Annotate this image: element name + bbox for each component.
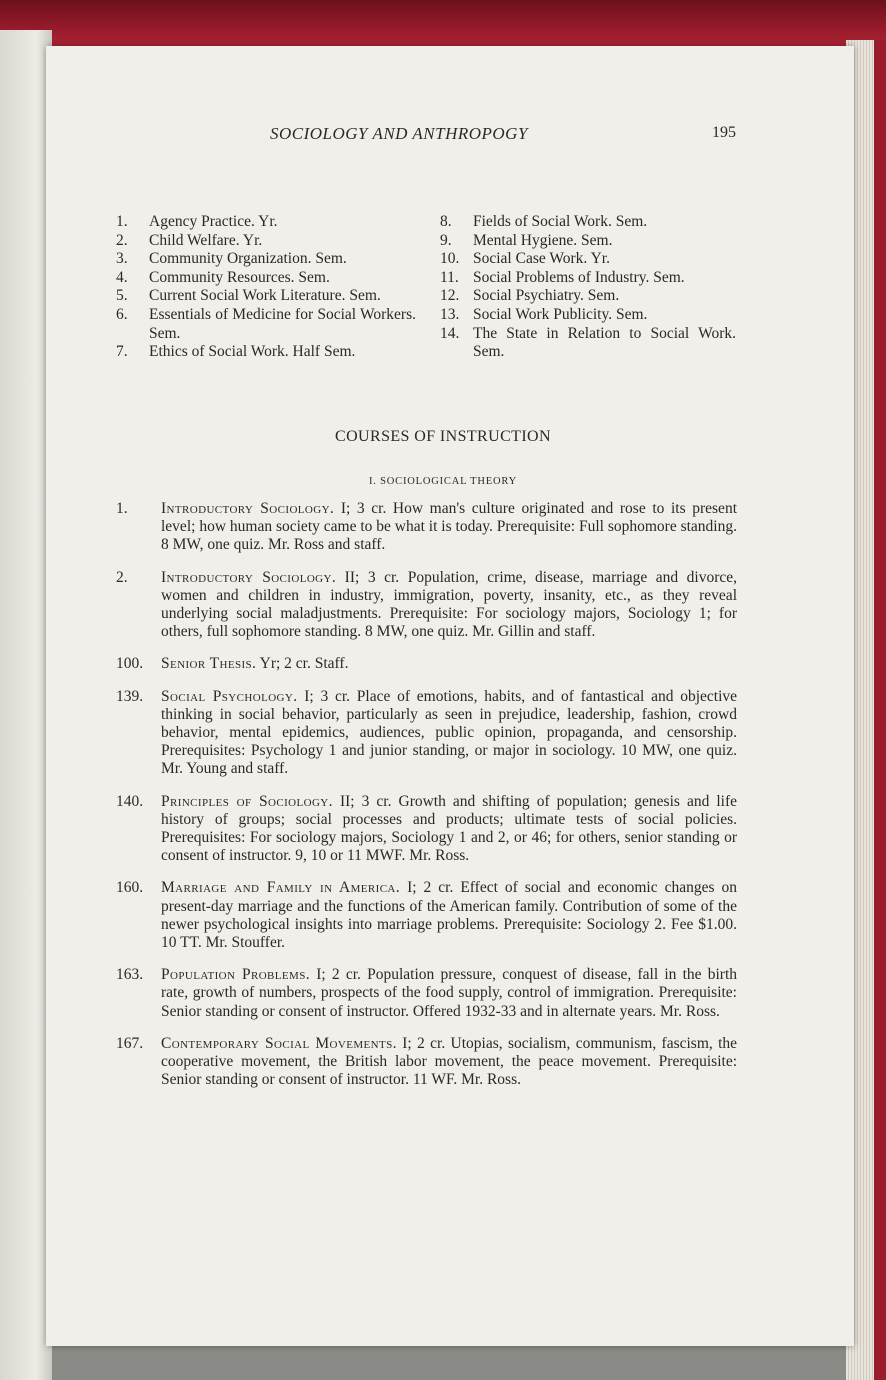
course-title: Social Psychology. bbox=[161, 687, 298, 705]
course-description: I; 2 cr. Utopias, socialism, communism, fascism, the cooperative movement, the British labor movement, the peace movement. Prerequisite: Senior standing or consent of instructor. 11 WF. Mr. Ross. bbox=[161, 1034, 738, 1089]
requirement-item: 9. Mental Hygiene. Sem. bbox=[440, 231, 613, 249]
course-title: Introductory Sociology. bbox=[161, 568, 337, 586]
course-description: I; 2 cr. Effect of social and economic changes on present-day marriage and the functions of the American family. Contribution of some of the newer psychological insights into marriage problems. Prerequisite: Sociology 2. Fee $1.00. 10 TT. Mr. Stouffer. bbox=[161, 879, 737, 952]
course-entry bbox=[116, 569, 737, 642]
course-entry bbox=[116, 879, 737, 952]
subsection-title: I. SOCIOLOGICAL THEORY bbox=[369, 476, 517, 487]
course-entry bbox=[116, 793, 737, 866]
course-entry bbox=[116, 655, 737, 673]
course-entry bbox=[116, 966, 737, 1021]
requirement-item: 5. Current Social Work Literature. Sem. bbox=[116, 287, 381, 305]
course-title: Contemporary Social Movements. bbox=[161, 1034, 397, 1052]
book-binding-top bbox=[0, 0, 886, 52]
course-list bbox=[116, 500, 737, 1103]
requirement-item: 3. Community Organization. Sem. bbox=[116, 250, 347, 268]
course-number: 1. bbox=[116, 500, 128, 517]
requirements-right-column bbox=[440, 213, 736, 362]
course-description: Yr; 2 cr. Staff. bbox=[259, 655, 349, 673]
requirement-item: 12. Social Psychiatry. Sem. bbox=[440, 287, 620, 305]
requirement-item: 1. Agency Practice. Yr. bbox=[116, 213, 278, 230]
course-description: I; 2 cr. Population pressure, conquest of disease, fall in the birth rate, growth of numbers, prospects of the food supply, control of immigration. Prerequisite: Senior standing or consent of instructor. Offered 1932-33 and in alternate years. Mr. Ross. bbox=[161, 966, 738, 1020]
course-title: Population Problems. bbox=[161, 966, 310, 984]
course-entry bbox=[116, 1035, 737, 1090]
requirement-item: 13. Social Work Publicity. Sem. bbox=[440, 305, 648, 323]
course-number: 163. bbox=[116, 966, 144, 984]
requirement-item: 7. Ethics of Social Work. Half Sem. bbox=[116, 343, 356, 361]
course-number: 140. bbox=[116, 792, 144, 810]
course-title: Marriage and Family in America. bbox=[161, 879, 401, 897]
requirement-item: 14. The State in Relation to Social Work. Sem. bbox=[440, 324, 736, 361]
requirements-left-column bbox=[116, 213, 416, 362]
course-number: 100. bbox=[116, 655, 144, 673]
running-head: SOCIOLOGY AND ANTHROPOGY bbox=[270, 124, 528, 143]
requirement-item: 8. Fields of Social Work. Sem. bbox=[440, 213, 648, 230]
requirement-item: 4. Community Resources. Sem. bbox=[116, 268, 330, 286]
requirement-item: 11. Social Problems of Industry. Sem. bbox=[440, 268, 685, 286]
requirement-item: 10. Social Case Work. Yr. bbox=[440, 250, 610, 268]
course-number: 2. bbox=[116, 568, 128, 586]
course-title: Principles of Sociology. bbox=[161, 792, 333, 810]
page-number: 195 bbox=[712, 124, 736, 141]
course-entry bbox=[116, 500, 737, 555]
course-title: Introductory Sociology. bbox=[161, 500, 335, 517]
course-description: II; 3 cr. Population, crime, disease, marriage and divorce, women and children in industry, immigration, poverty, insanity, etc., as they reveal underlying social maladjustments. Prerequisite: For sociology majors, Sociology 1; for others, full sophomore standing. 8 MW, one quiz. Mr. Gillin and staff. bbox=[161, 568, 737, 641]
course-number: 160. bbox=[116, 879, 144, 897]
course-number: 139. bbox=[116, 687, 144, 705]
section-title: COURSES OF INSTRUCTION bbox=[335, 428, 551, 445]
course-description: II; 3 cr. Growth and shifting of population; genesis and life history of groups; social processes and products; ultimate tests of social policies. Prerequisites: For sociology majors, Sociology 1 and 2, or 46; for others, senior standing or consent of instructor. 9, 10 or 11 MWF. Mr. Ross. bbox=[161, 792, 738, 865]
facing-page-edge bbox=[0, 30, 52, 1380]
course-description: I; 3 cr. How man's culture originated and rose to its present level; how human society came to be what it is today. Prerequisite: Full sophomore standing. 8 MW, one quiz. Mr. Ross and staff. bbox=[161, 500, 737, 554]
course-number: 167. bbox=[116, 1034, 144, 1052]
requirement-item: 2. Child Welfare. Yr. bbox=[116, 231, 263, 249]
course-entry bbox=[116, 688, 737, 779]
course-description: I; 3 cr. Place of emotions, habits, and of fantastical and objective thinking in social behavior, particularly as seen in prejudice, leadership, fashion, crowd behavior, mental epidemics, audiences, public opinion, propaganda, and censorship. Prerequisites: Psychology 1 and junior standing, or major in sociology. 10 MW, one quiz. Mr. Young and staff. bbox=[161, 687, 738, 778]
requirement-item: 6. Essentials of Medicine for Social Workers. Sem. bbox=[116, 305, 416, 342]
course-title: Senior Thesis. bbox=[161, 655, 257, 673]
